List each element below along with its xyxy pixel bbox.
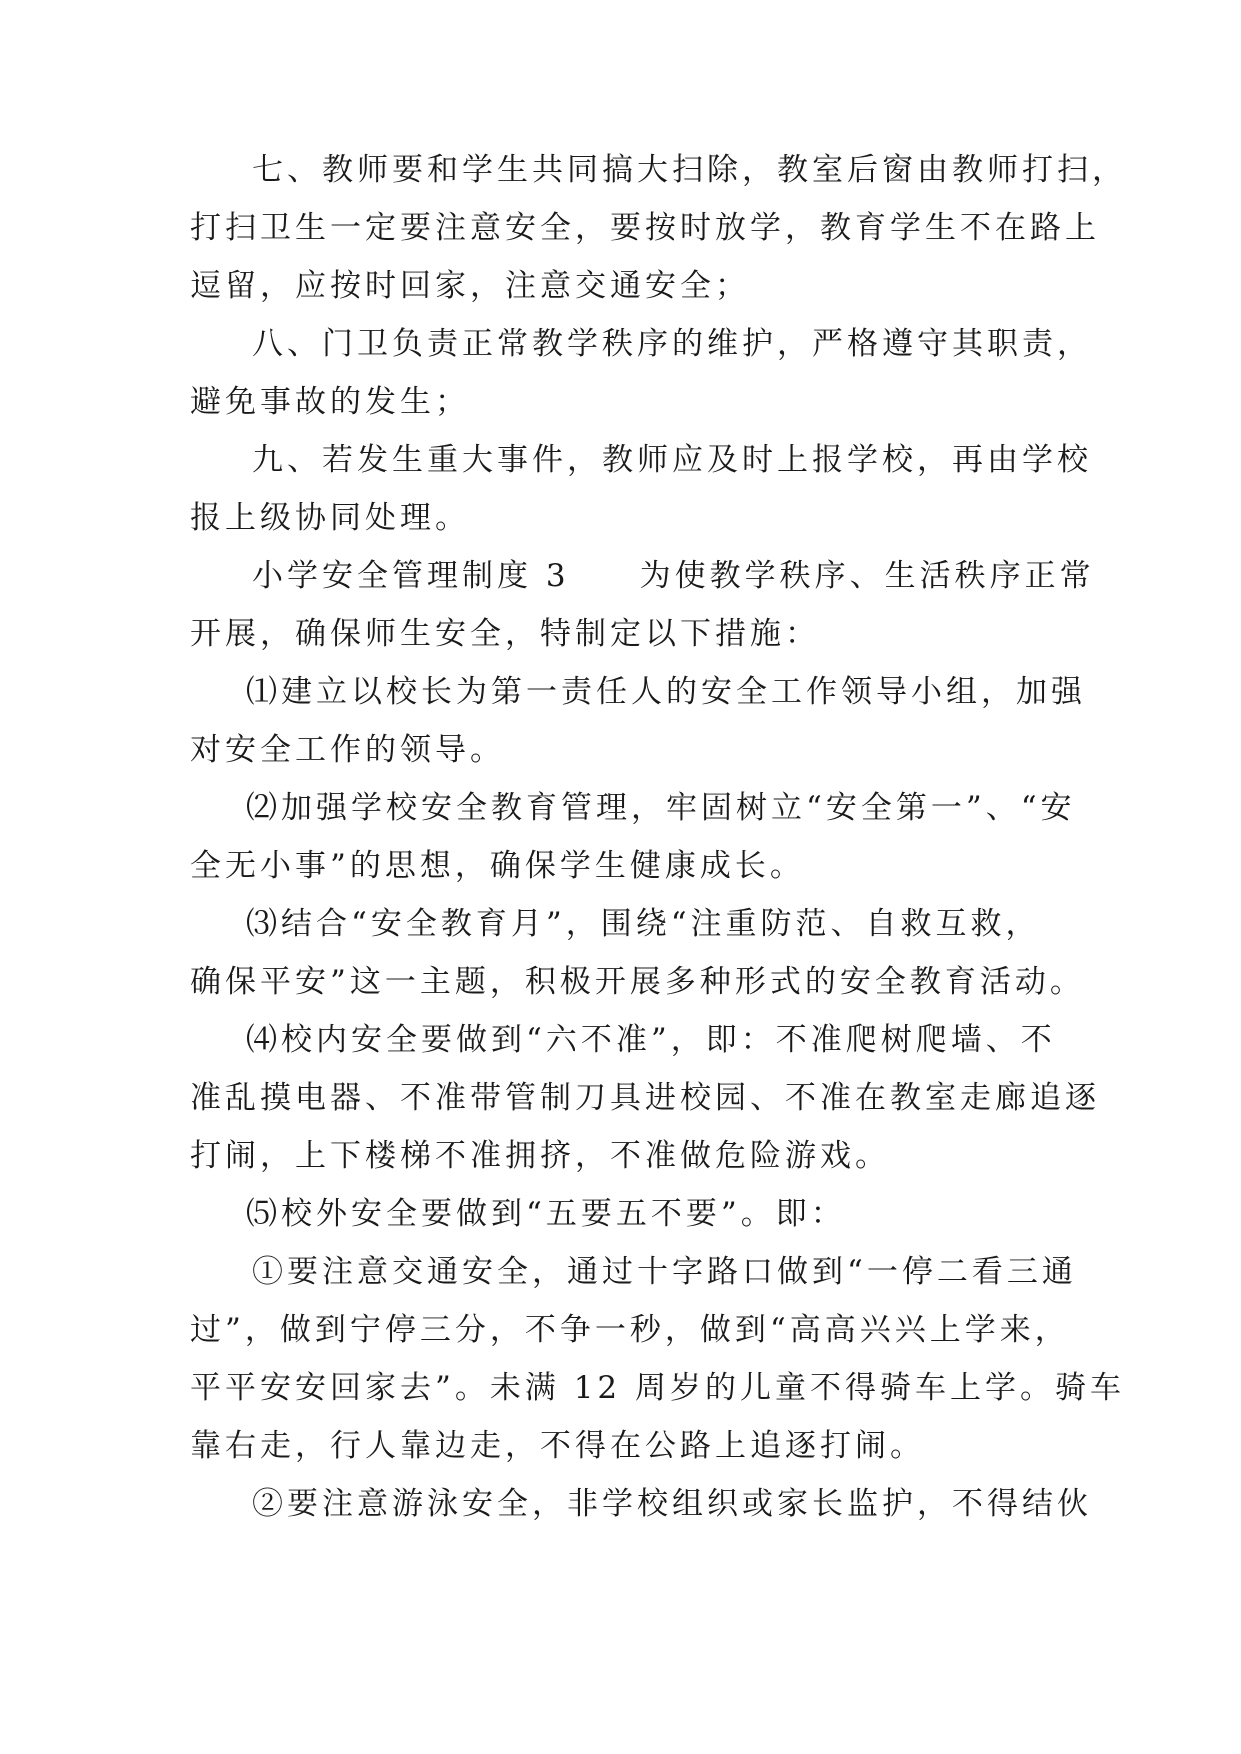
paragraph-line: 避免事故的发生； xyxy=(190,384,470,420)
paragraph-line: 逗留，应按时回家，注意交通安全； xyxy=(190,268,750,304)
list-item-3: ⑶结合“安全教育月”，围绕“注重防范、自救互救， xyxy=(246,906,1041,942)
paragraph-line: 开展，确保师生安全，特制定以下措施： xyxy=(190,616,820,652)
paragraph-line: 确保平安”这一主题，积极开展多种形式的安全教育活动。 xyxy=(190,964,1085,1000)
paragraph-line: 靠右走，行人靠边走，不得在公路上追逐打闹。 xyxy=(190,1428,925,1464)
sub-item-2: ②要注意游泳安全，非学校组织或家长监护，不得结伙 xyxy=(252,1486,1092,1522)
paragraph-line: 打闹，上下楼梯不准拥挤，不准做危险游戏。 xyxy=(190,1138,890,1174)
list-item-2: ⑵加强学校安全教育管理，牢固树立“安全第一”、“安 xyxy=(246,790,1076,826)
paragraph-line: 过”，做到宁停三分，不争一秒，做到“高高兴兴上学来， xyxy=(190,1312,1070,1348)
paragraph-line: 对安全工作的领导。 xyxy=(190,732,505,768)
paragraph-line: 全无小事”的思想，确保学生健康成长。 xyxy=(190,848,805,884)
list-item-1: ⑴建立以校长为第一责任人的安全工作领导小组，加强 xyxy=(246,674,1086,710)
section-heading-line: 小学安全管理制度 3 为使教学秩序、生活秩序正常 xyxy=(252,558,1095,594)
paragraph-line: 九、若发生重大事件，教师应及时上报学校，再由学校 xyxy=(252,442,1092,478)
paragraph-line: 准乱摸电器、不准带管制刀具进校园、不准在教室走廊追逐 xyxy=(190,1080,1100,1116)
sub-item-1: ①要注意交通安全，通过十字路口做到“一停二看三通 xyxy=(252,1254,1077,1290)
paragraph-line: 报上级协同处理。 xyxy=(190,500,470,536)
paragraph-line: 七、教师要和学生共同搞大扫除，教室后窗由教师打扫， xyxy=(252,152,1127,188)
paragraph-line: 平平安安回家去”。未满 12 周岁的儿童不得骑车上学。骑车 xyxy=(190,1370,1125,1406)
list-item-4: ⑷校内安全要做到“六不准”，即：不准爬树爬墙、不 xyxy=(246,1022,1056,1058)
list-item-5: ⑸校外安全要做到“五要五不要”。即： xyxy=(246,1196,846,1232)
paragraph-line: 打扫卫生一定要注意安全，要按时放学，教育学生不在路上 xyxy=(190,210,1100,246)
paragraph-line: 八、门卫负责正常教学秩序的维护，严格遵守其职责， xyxy=(252,326,1092,362)
